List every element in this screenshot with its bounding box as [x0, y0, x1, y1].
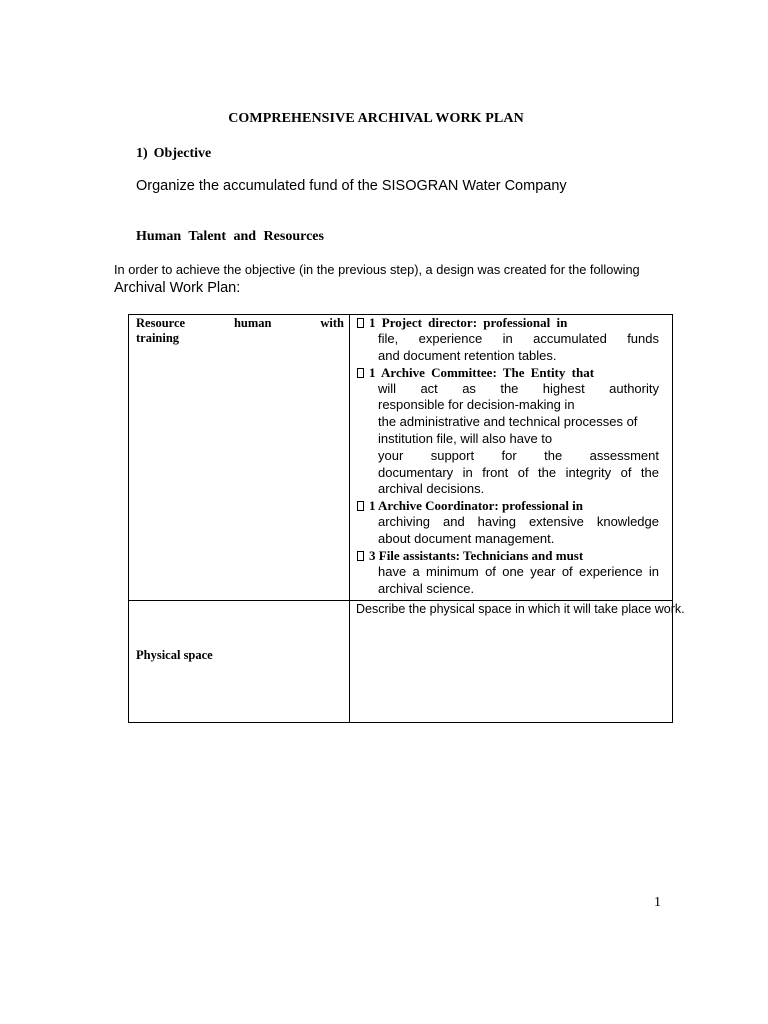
section-number: 1): [136, 146, 148, 161]
resource-item-line: documentary in front of the integrity of the: [378, 464, 659, 480]
table-column-divider: [349, 315, 350, 722]
intro-paragraph-line-1: In order to achieve the objective (in the previous step), a design was created for the following: [114, 262, 640, 277]
resource-item-line: about document management.: [378, 530, 555, 546]
resource-item-heading: 1 Archive Coordinator: professional in: [357, 498, 683, 514]
checkbox-bullet-icon: [357, 368, 364, 378]
resource-item-line: responsible for decision-making in: [378, 397, 575, 413]
label-word: Resource: [136, 316, 186, 330]
resource-item-line: archival science.: [378, 580, 475, 596]
resource-item-heading: 1 Project director: professional in: [357, 315, 683, 331]
page-number: 1: [654, 895, 661, 910]
resource-item-heading: 1 Archive Committee: The Entity that: [357, 365, 683, 381]
physical-space-description: Describe the physical space in which it will take place work.: [356, 602, 685, 616]
label-word: human: [233, 316, 272, 330]
section-heading-text: Objective: [153, 146, 212, 161]
checkbox-bullet-icon: [357, 501, 364, 511]
resource-item-line: have a minimum of one year of experience in: [378, 563, 659, 579]
objective-text: Organize the accumulated fund of the SISOGRAN Water Company: [136, 178, 567, 194]
resource-item-line: will act as the highest authority: [378, 380, 659, 396]
resource-item-line: archival decisions.: [378, 481, 485, 497]
resource-item-heading: 3 File assistants: Technicians and must: [357, 548, 683, 564]
resource-item-line: archiving and having extensive knowledge: [378, 514, 659, 530]
human-talent-heading: Human Talent and Resources: [136, 229, 324, 244]
resource-item-line: your support for the assessment: [378, 447, 659, 463]
resource-item-line: and document retention tables.: [378, 347, 557, 363]
physical-space-label: Physical space: [136, 648, 213, 662]
resource-item-line: file, experience in accumulated funds: [378, 331, 659, 346]
label-word: with: [320, 316, 344, 330]
objective-heading: [136, 146, 211, 162]
resource-human-label: [136, 316, 344, 346]
checkbox-bullet-icon: [357, 318, 364, 328]
document-title: COMPREHENSIVE ARCHIVAL WORK PLAN: [228, 111, 524, 126]
intro-paragraph-line-2: Archival Work Plan:: [114, 280, 241, 296]
resource-item-line: institution file, will also have to: [378, 430, 553, 446]
checkbox-bullet-icon: [357, 551, 364, 561]
work-plan-table: [128, 314, 685, 723]
resource-item-line: the administrative and technical processes of: [378, 414, 638, 430]
resource-list: [357, 315, 683, 597]
label-line: training: [136, 331, 180, 345]
